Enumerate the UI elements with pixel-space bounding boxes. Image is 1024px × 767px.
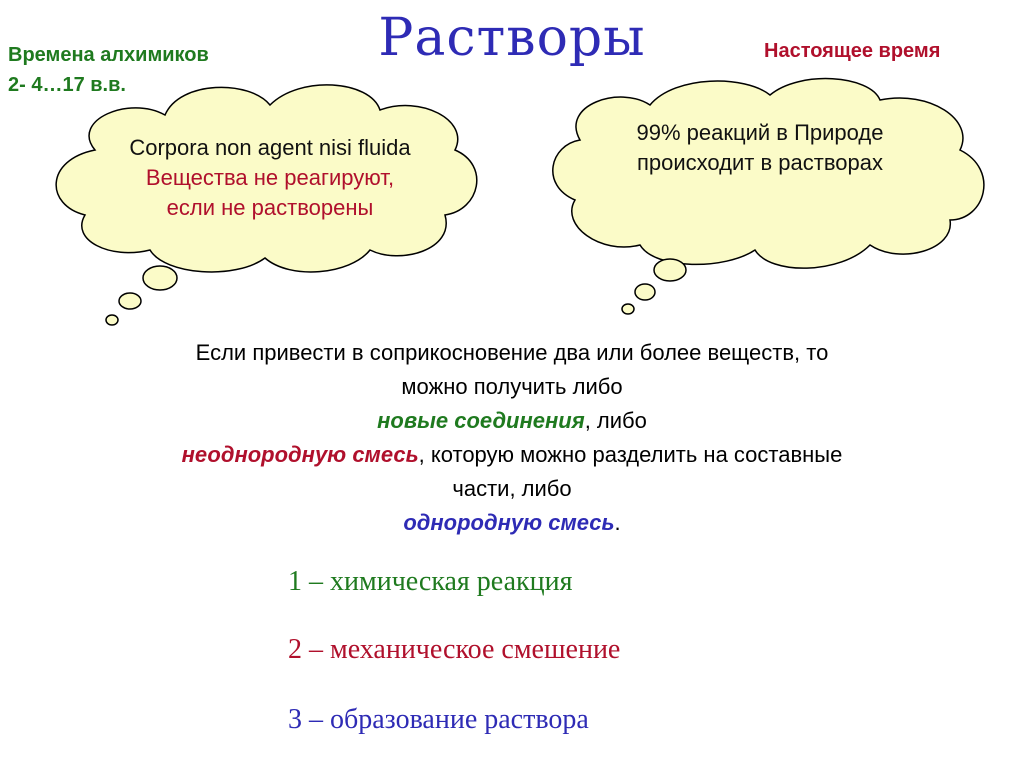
term-heterogeneous-mixture: неоднородную смесь (181, 442, 419, 467)
latin-maxim: Corpora non agent nisi fluida (129, 135, 411, 160)
term1-suffix: , либо (584, 408, 647, 433)
alchemists-era-years: 2- 4…17 в.в. (8, 74, 126, 96)
main-line3 (60, 404, 964, 438)
alchemists-era-label: Времена алхимиков (8, 44, 209, 66)
list-item-solution-formation: 3 – образование раствора (288, 704, 589, 735)
term2-suffix: , которую можно разделить на составные (418, 442, 843, 467)
right-cloud-bubble-medium (635, 284, 655, 300)
reactions-fact-line1: 99% реакций в Природе (636, 120, 884, 145)
left-cloud-bubble-large (143, 266, 177, 290)
left-cloud-text (60, 133, 480, 223)
list-item-chemical-reaction: 1 – химическая реакция (288, 566, 573, 597)
right-cloud-bubble-small (622, 304, 634, 314)
left-cloud-bubble-small (106, 315, 118, 325)
main-line2: можно получить либо (401, 374, 623, 399)
main-line1: Если привести в соприкосновение два или более веществ, то (195, 340, 829, 365)
list-item-mechanical-mixing: 2 – механическое смешение (288, 634, 621, 665)
right-cloud-text (560, 118, 960, 178)
right-cloud-bubble-large (654, 259, 686, 281)
page-title: Растворы (378, 8, 646, 68)
reactions-fact-line2: происходит в растворах (637, 150, 883, 175)
maxim-translation-line2: если не растворены (166, 195, 374, 220)
main-paragraph (60, 336, 964, 540)
main-line4 (60, 438, 964, 472)
main-line6 (60, 506, 964, 540)
main-line5: части, либо (452, 476, 572, 501)
term3-suffix: . (614, 510, 621, 535)
right-thought-cloud (553, 79, 984, 314)
term-homogeneous-mixture: однородную смесь (403, 510, 615, 535)
maxim-translation-line1: Вещества не реагируют, (145, 165, 395, 190)
term-new-compounds: новые соединения (377, 408, 585, 433)
left-cloud-bubble-medium (119, 293, 141, 309)
present-time-header: Настоящее время (764, 40, 941, 62)
